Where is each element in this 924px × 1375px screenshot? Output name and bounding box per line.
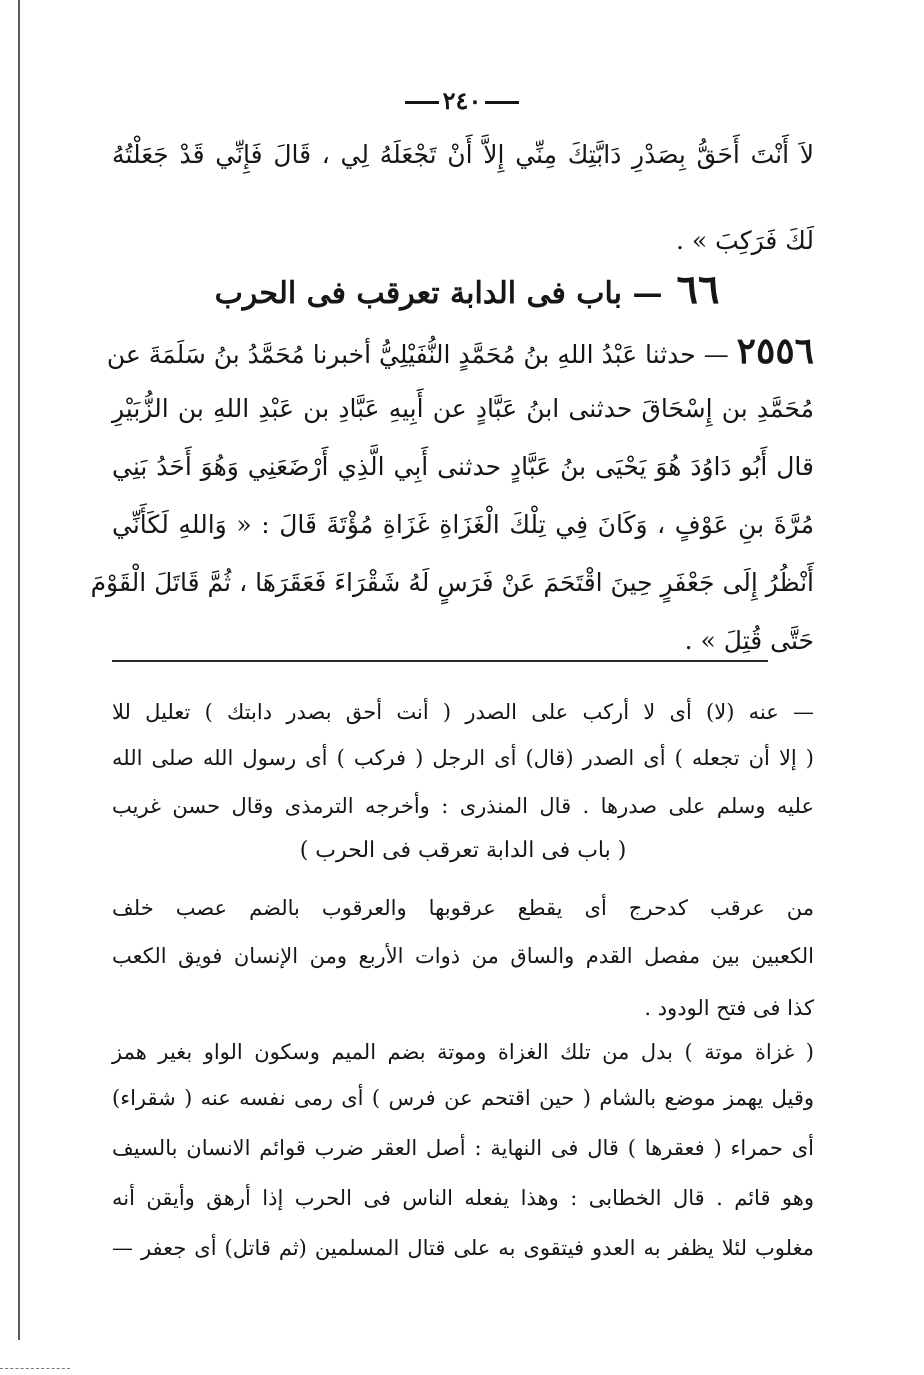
commentary-paragraph-3 [112,1040,814,1280]
commentary-line: أى حمراء ( فعقرها ) قال فى النهاية : أصل العقر ضرب قوائم الانسان بالسيف [112,1136,814,1160]
hadith-line: مُحَمَّدِ بن إِسْحَاقَ حدثنى ابنُ عَبَّادٍ عن أَبِيهِ عَبَّادِ بن عَبْدِ اللهِ بن الزُّبَيْرِ [112,394,814,423]
commentary-paragraph-2 [112,896,814,1036]
page-number-value: ٢٤٠ [442,86,482,115]
commentary-sub-heading: ( باب فى الدابة تعرقب فى الحرب ) [299,838,627,863]
page-number [0,86,924,115]
commentary-line: من عرقب كدحرج أى يقطع عرقوبها والعرقوب بالضم عصب خلف [112,896,814,920]
hadith-number: ٢٥٥٦ [736,330,814,372]
chapter-title: — باب فى الدابة تعرقب فى الحرب [214,276,663,311]
hadith-text [90,330,814,660]
page-number-dash-left [405,101,439,104]
commentary-line: الكعبين بين مفصل القدم والساق من ذوات الأربع ومن الإنسان فويق الكعب [112,944,814,968]
main-text-line: لاَ أَنْتَ أَحَقُّ بِصَدْرِ دَابَّتِكَ مِنِّي إِلاَّ أَنْ تَجْعَلَهُ لِي ، قَالَ فَإِنِّي قَدْ جَعَلْتُهُ [112,140,814,169]
hadith-line: قال أَبُو دَاوُدَ هُوَ يَحْيَى بنُ عَبَّادٍ حدثنى أَبِي الَّذِي أَرْضَعَنِي وَهُوَ أَحَدُ بَنِي [112,452,814,481]
commentary-paragraph-1 [112,700,814,830]
commentary-line: ( غزاة موتة ) بدل من تلك الغزاة وموتة بضم الميم وسكون الواو بغير همز [112,1040,814,1064]
commentary-line: مغلوب لئلا يظفر به العدو فيتقوى به على قتال المسلمين (ثم قاتل) أى جعفر — [112,1236,814,1260]
commentary-line: وهو قائم . قال الخطابى : وهذا يفعله الناس فى الحرب إذا أرهق وأيقن أنه [112,1186,814,1210]
hadith-line: مُرَّةَ بنِ عَوْفٍ ، وَكَانَ فِي تِلْكَ الْغَزَاةِ غَزَاةِ مُؤْتَةَ قَالَ : « وَاللهِ لَكَأَنِّي [112,510,814,539]
page-number-dash-right [485,101,519,104]
footnote-divider [112,660,768,662]
commentary-line: ( إلا أن تجعله ) أى الصدر (قال) أى الرجل ( فركب ) أى رسول الله صلى الله [112,746,814,770]
page-spine-line [18,0,20,1340]
commentary-line: وقيل يهمز موضع بالشام ( حين اقتحم عن فرس ) أى رمى نفسه عنه ( شقراء) [112,1086,814,1110]
main-text-line: لَكَ فَرَكِبَ » . [676,226,814,255]
bottom-dashed-line [0,1368,70,1369]
chapter-number: ٦٦ [676,266,720,313]
hadith-line: حَتَّى قُتِلَ » . [684,626,814,655]
commentary-line: عليه وسلم على صدرها . قال المنذرى : وأخرجه الترمذى وقال حسن غريب [112,794,814,818]
commentary-line: كذا فى فتح الودود . [644,996,814,1020]
commentary-line: — عنه (لا) أى لا أركب على الصدر ( أنت أحق بصدر دابتك ) تعليل للا [112,700,814,724]
main-text-continuation [112,140,814,260]
hadith-line-1-text: — حدثنا عَبْدُ اللهِ بنُ مُحَمَّدٍ النُّفَيْلِيُّ أخبرنا مُحَمَّدُ بنُ سَلَمَةَ عن [106,340,729,369]
chapter-heading [120,266,814,313]
hadith-line [106,330,814,372]
hadith-line: أَنْظُرُ إِلَى جَعْفَرٍ حِينَ اقْتَحَمَ عَنْ فَرَسٍ لَهُ شَقْرَاءَ فَعَقَرَهَا ، ثُمَّ قَاتَلَ الْقَوْمَ [90,568,814,597]
